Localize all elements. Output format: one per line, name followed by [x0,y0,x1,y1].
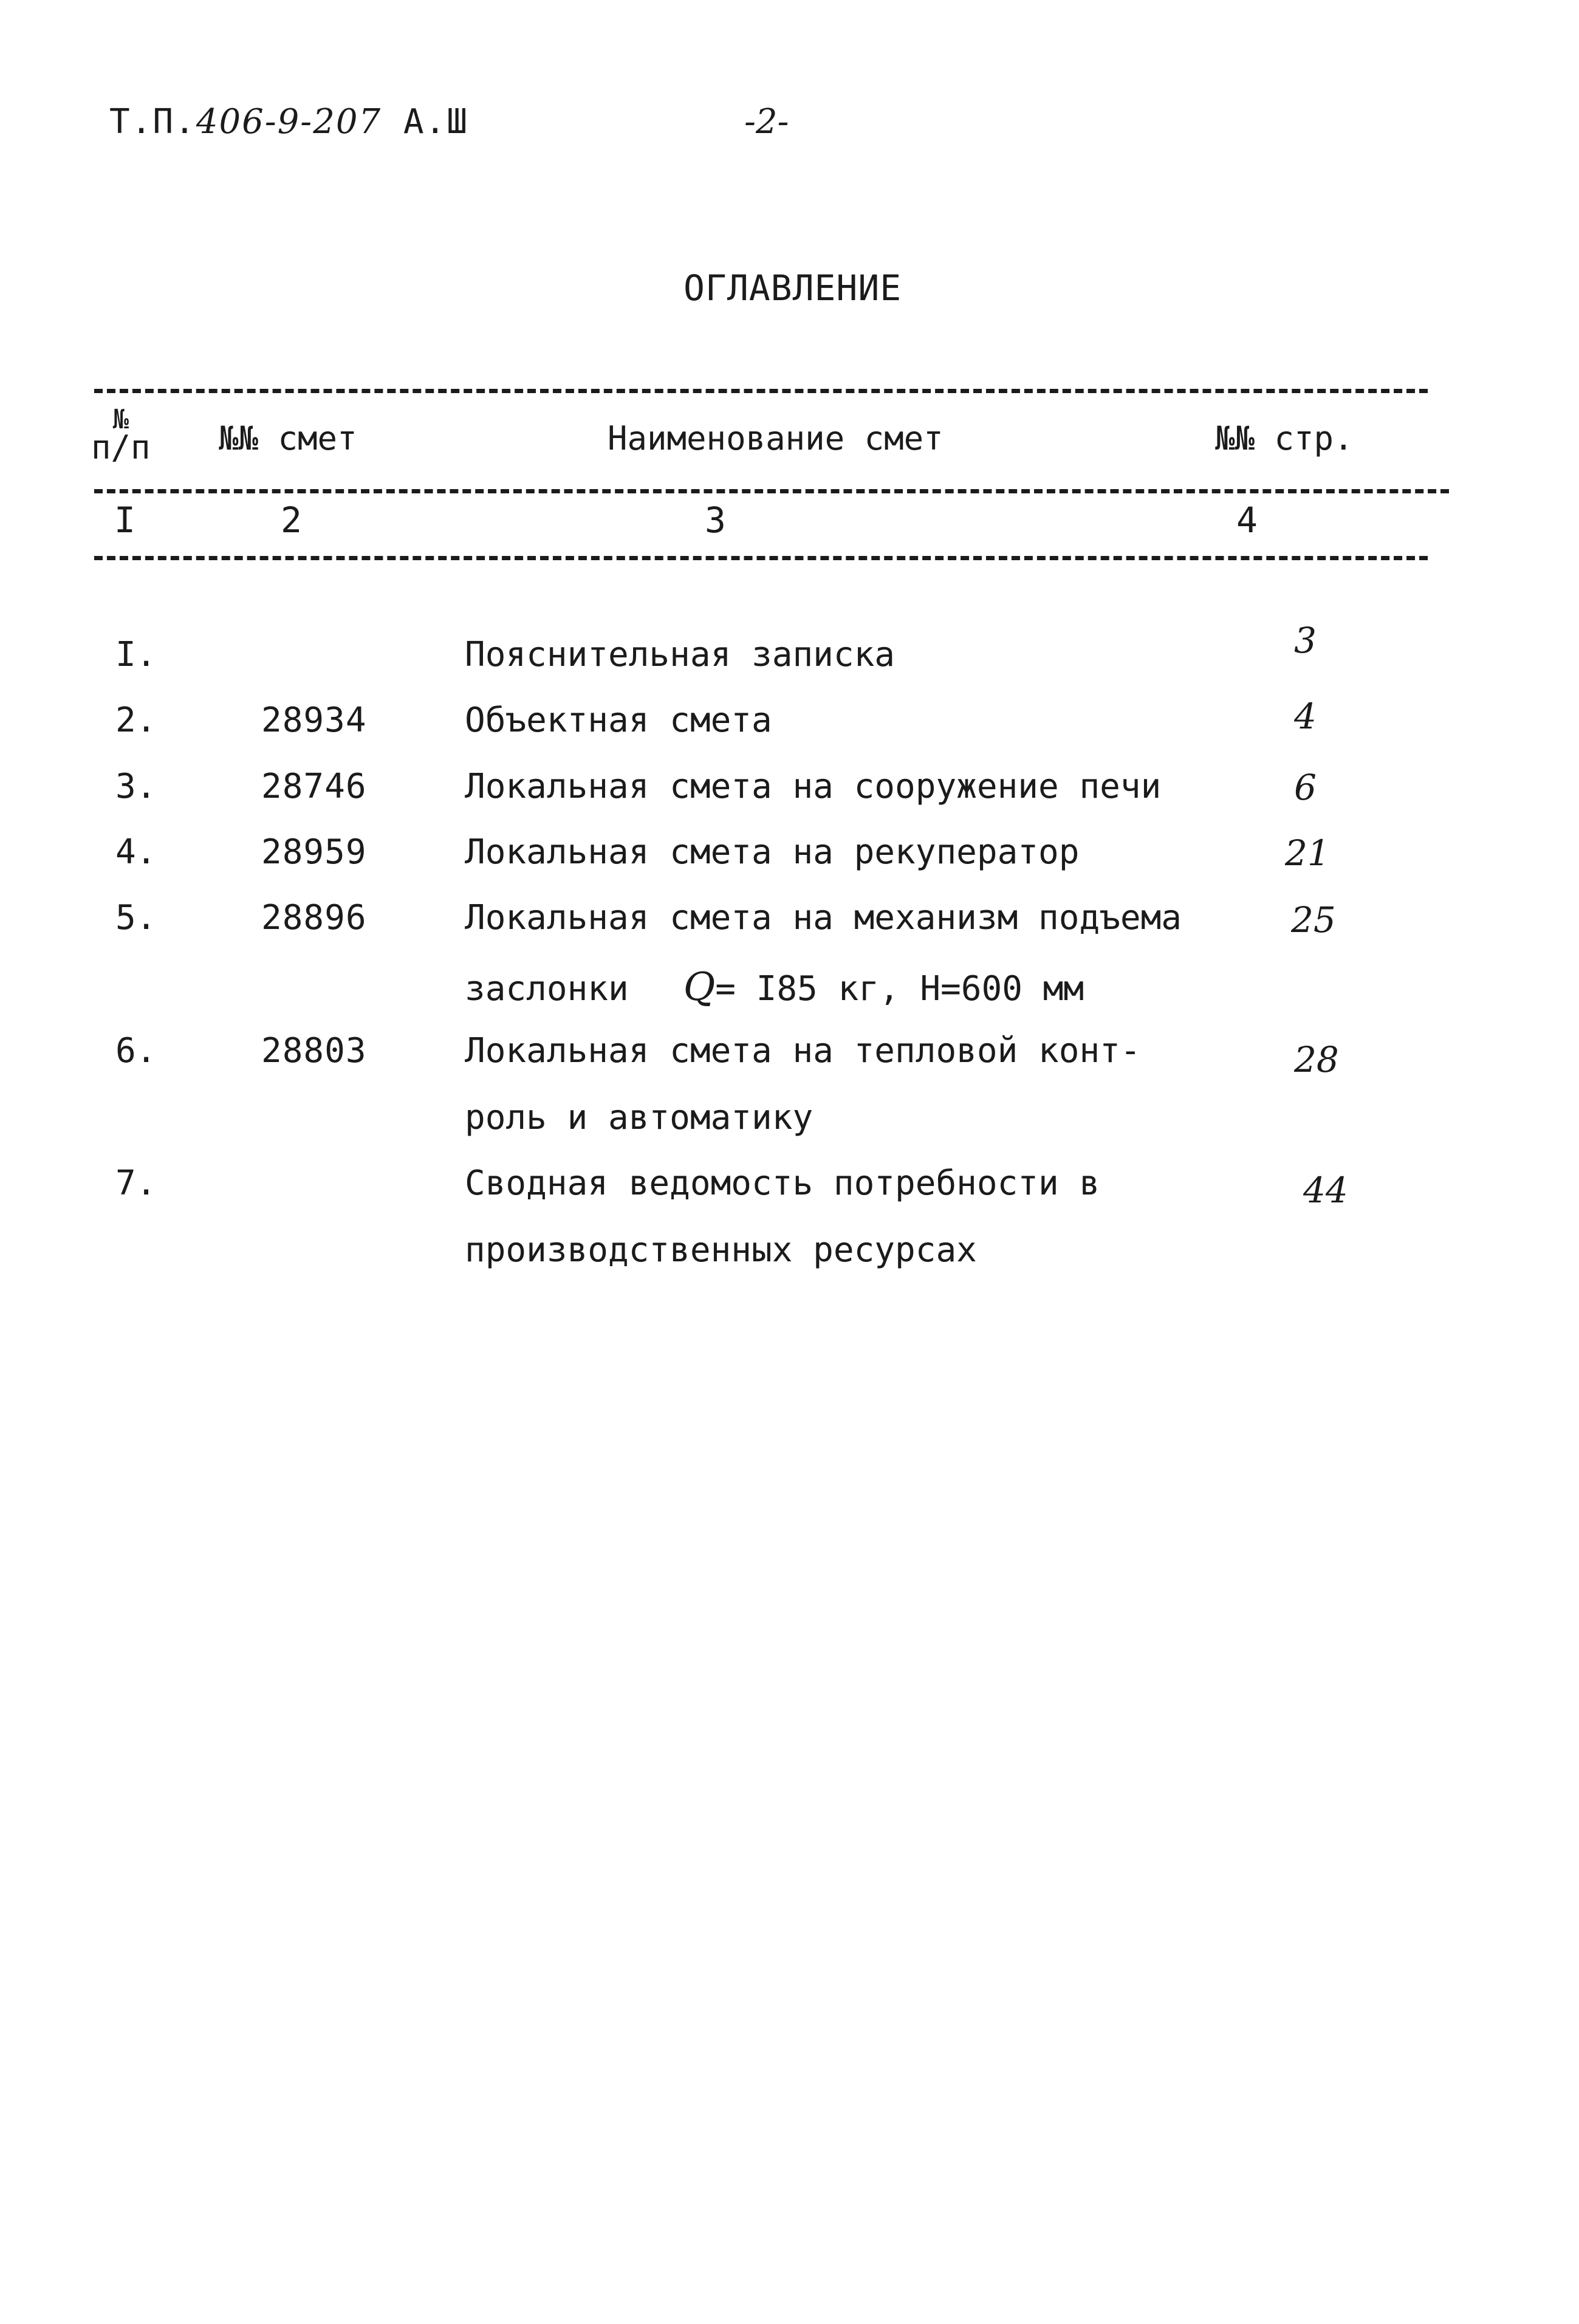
page-title: ОГЛАВЛЕНИЕ [683,267,902,309]
row-number: I. [115,635,157,674]
formula-q-symbol: Q [683,965,716,1010]
formula-values: = I85 кг, H=600 мм [715,969,1084,1009]
row-name-line: роль и автоматику [465,1098,813,1137]
row-page: 21 [1285,832,1330,874]
row-name-line: Локальная смета на тепловой конт- [465,1031,1141,1071]
row-number: 5. [115,898,157,937]
column-header-name: Наименование смет [608,419,944,458]
divider-middle [94,489,1449,493]
row-page: 6 [1294,767,1317,808]
row-name-line: Объектная смета [465,701,772,740]
document-code-prefix: Т.П. [109,102,196,142]
row-page: 3 [1294,620,1317,661]
row-estimate: 28959 [261,832,367,872]
row-estimate: 28746 [261,767,367,806]
row-name-line [465,965,1084,1010]
row-number: 7. [115,1164,157,1203]
row-estimate: 28934 [261,701,367,740]
column-number-2: 2 [281,499,302,541]
divider-top [94,389,1428,393]
row-number: 4. [115,832,157,872]
column-header-estimates: №№ смет [219,419,357,458]
number-symbol: № [112,404,129,435]
document-code-suffix: А.Ш [403,102,468,142]
row-page: 4 [1294,696,1317,737]
page-number: -2- [744,102,789,142]
row-name-line-text: заслонки [465,969,629,1009]
row-number: 2. [115,701,157,740]
row-estimate: 28896 [261,898,367,937]
number-subscript: п/п [91,428,151,467]
column-number-4: 4 [1236,499,1258,541]
row-page: 25 [1291,899,1336,941]
row-name-line: производственных ресурсах [465,1230,977,1270]
row-name-line: Сводная ведомость потребности в [465,1164,1100,1203]
row-page: 28 [1294,1039,1339,1080]
document-code-number: 406-9-207 [196,102,382,142]
row-name-line: Локальная смета на механизм подъема [465,898,1182,937]
row-page: 44 [1303,1170,1348,1211]
column-number-3: 3 [705,499,726,541]
row-name-line: Пояснительная записка [465,635,896,674]
column-header-number [91,404,151,467]
row-name-line: Локальная смета на рекуператор [465,832,1080,872]
row-number: 3. [115,767,157,806]
divider-bottom [94,556,1428,560]
row-name-line: Локальная смета на сооружение печи [465,767,1162,806]
column-number-1: I [114,499,135,541]
row-estimate: 28803 [261,1031,367,1071]
column-header-pages: №№ стр. [1215,419,1354,458]
row-number: 6. [115,1031,157,1071]
document-code [109,102,468,142]
